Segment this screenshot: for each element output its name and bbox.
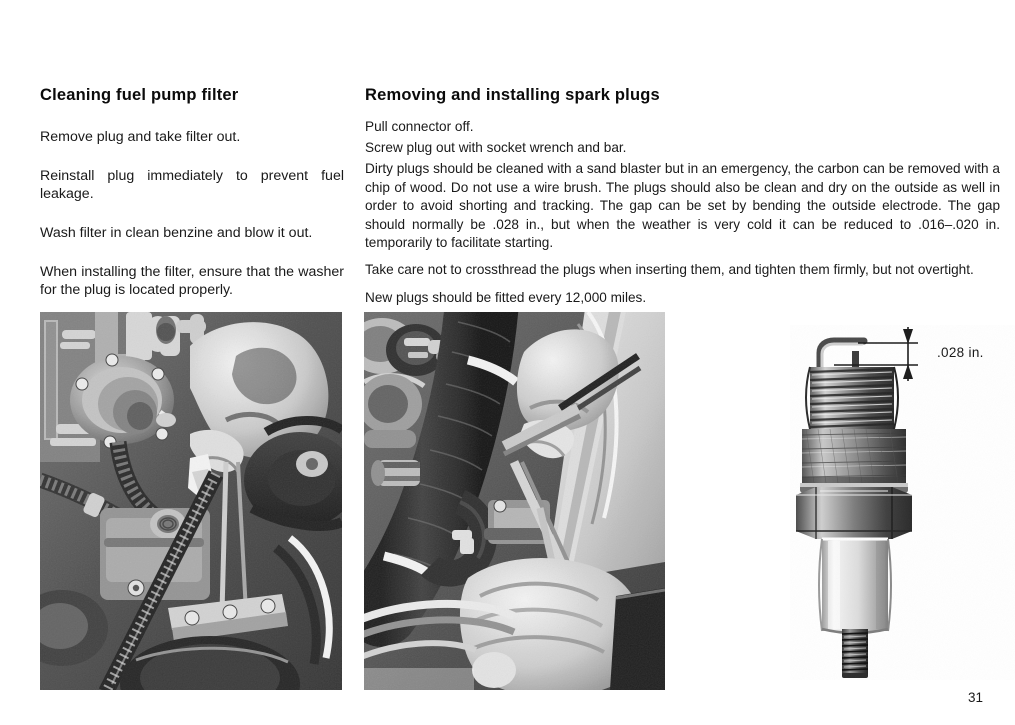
right-paragraph-1: Pull connector off. — [365, 118, 474, 134]
figure-spark-plug-diagram — [790, 325, 1015, 680]
right-paragraph-5: New plugs should be fitted every 12,000 miles. — [365, 289, 647, 305]
right-column-heading: Removing and installing spark plugs — [365, 86, 660, 104]
fuel-pump-photo-graphic — [40, 312, 342, 690]
spark-plug-graphic — [790, 325, 1015, 680]
left-paragraph-4: When installing the filter, ensure that the washer for the plug is located properly. — [40, 263, 344, 299]
right-paragraph-4: Take care not to crossthread the plugs when inserting them, and tighten them firmly, but not overtight. — [365, 262, 974, 278]
right-text-column — [365, 86, 1000, 307]
left-text-column — [40, 86, 344, 300]
right-paragraph-3: Dirty plugs should be cleaned with a sand blaster but in an emergency, the carbon can be removed with a chip of wood. Do not use a wire brush. The plugs should also be clean and dry on the outside as well in order to avoid shorting and tracking. The gap can be set by bending the outside electrode. The gap should normally be .028 in., but when the weather is very cold it can be reduced to .016–.020 in. temporarily to facilitate starting. — [365, 161, 1000, 250]
left-column-heading: Cleaning fuel pump filter — [40, 86, 239, 104]
figure-photo-fuel-pump — [40, 312, 342, 690]
left-paragraph-1: Remove plug and take filter out. — [40, 128, 241, 145]
left-paragraph-3: Wash filter in clean benzine and blow it out. — [40, 225, 313, 241]
right-paragraph-2: Screw plug out with socket wrench and bar. — [365, 140, 627, 156]
left-paragraph-2: Reinstall plug immediately to prevent fuel leakage. — [40, 167, 344, 203]
figure-photo-spark-plug-removal — [364, 312, 665, 690]
spark-plug-removal-photo-graphic — [364, 312, 665, 690]
page-number: 31 — [968, 690, 984, 705]
spark-plug-gap-label: .028 in. — [937, 345, 984, 360]
